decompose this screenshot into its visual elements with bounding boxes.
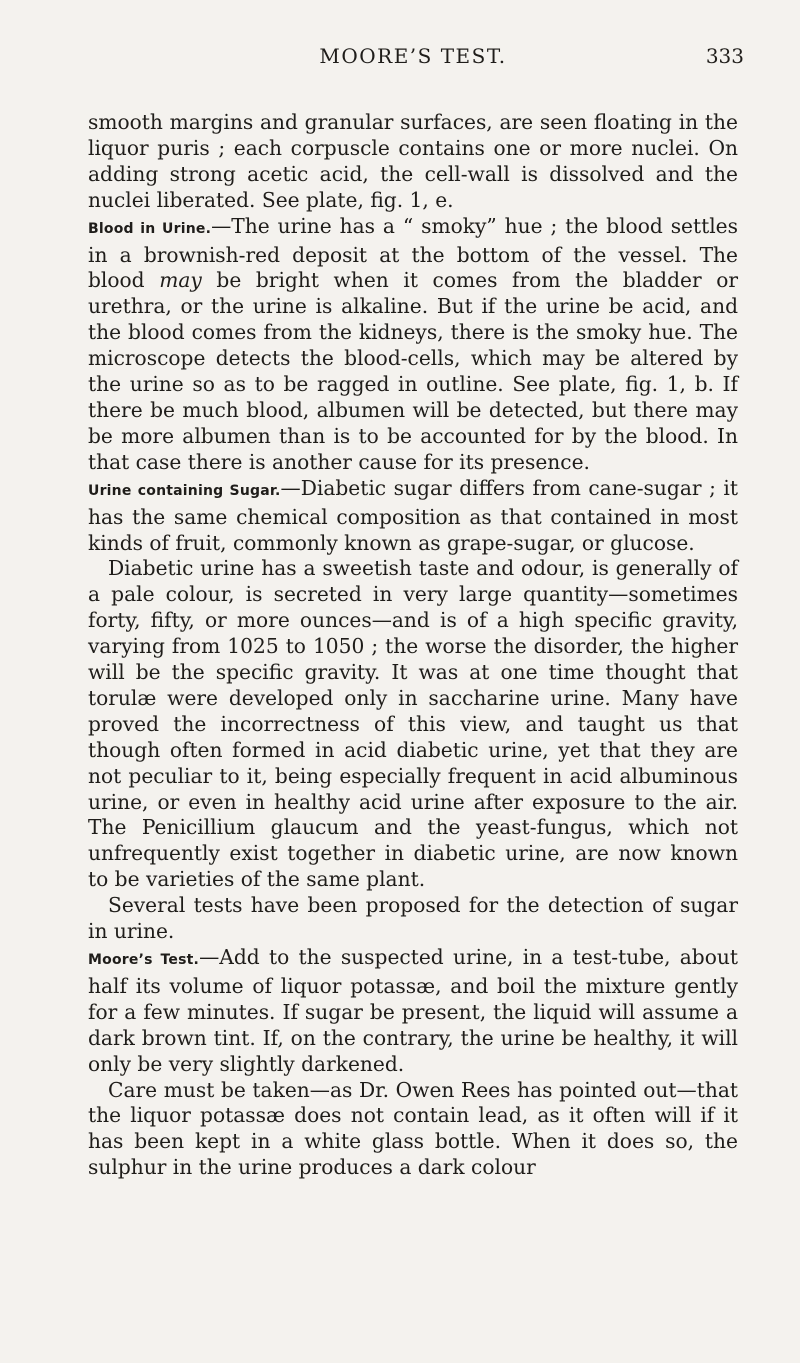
paragraph-moores-test	[88, 945, 738, 1078]
paragraph-text: —Diabetic sugar differs from cane-sugar ; it has the same chemical composition as that contained in most kinds of fruit, commonly known as grape-sugar, or glucose.	[88, 475, 738, 555]
section-heading-blood-in-urine: Blood in Urine.	[88, 220, 212, 237]
running-title: MOORE’S TEST.	[319, 44, 507, 68]
paragraph-several-tests: Several tests have been proposed for the detection of sugar in urine.	[88, 893, 738, 944]
page-number: 333	[705, 44, 744, 68]
book-page	[88, 42, 744, 1181]
paragraph-urine-containing-sugar	[88, 476, 738, 557]
paragraph-text: —Add to the suspected urine, in a test-tube, about half its volume of liquor potassæ, and boil the mixture gently for a few minutes. If sugar be present, the liquid will assume a dark brown tint. If, on the contrary, the urine be healthy, it will only be very slightly darkened.	[88, 945, 738, 1076]
paragraph-text: —The urine has a “ smoky” hue ; the blood settles in a brownish-red deposit at the bottom of the vessel. The blood	[88, 213, 738, 293]
paragraph-text: be bright when it comes from the bladder or urethra, or the urine is alkaline. But if the urine be acid, and the blood comes from the kidneys, there is the smoky hue. The microscope detects the blood-cells, which may be altered by the urine so as to be ragged in outline. See plate, fig. 1, b. If there be much blood, albumen will be detected, but there may be more albumen than is to be accounted for by the blood. In that case there is another cause for its presence.	[88, 268, 738, 474]
section-heading-moores-test: Moore’s Test.	[88, 952, 200, 968]
body-text	[88, 110, 738, 1181]
section-heading-urine-containing-sugar: Urine containing Sugar.	[88, 482, 281, 499]
paragraph-blood-in-urine	[88, 214, 738, 476]
paragraph-pus-corpuscles: smooth margins and granular surfaces, are seen floating in the liquor puris ; each corpuscle contains one or more nuclei. On adding strong acetic acid, the cell-wall is dissolved and the nuclei liberated. See plate, fig. 1, e.	[88, 110, 738, 212]
running-header	[88, 42, 744, 82]
paragraph-care-must-be-taken: Care must be taken—as Dr. Owen Rees has pointed out—that the liquor potassæ does not contain lead, as it often will if it has been kept in a white glass bottle. When it does so, the sulphur in the urine produces a dark colour	[88, 1077, 738, 1180]
paragraph-diabetic-urine: Diabetic urine has a sweetish taste and odour, is generally of a pale colour, is secreted in very large quantity—sometimes forty, fifty, or more ounces—and is of a high specific gravity, varying from 1025 to 1050 ; the worse the disorder, the higher will be the specific gravity. It was at one time thought that torulæ were developed only in saccharine urine. Many have proved the incorrectness of this view, and taught us that though often formed in acid diabetic urine, yet that they are not peculiar to it, being especially frequent in acid albuminous urine, or even in healthy acid urine after exposure to the air. The Penicillium glaucum and the yeast-fungus, which not unfrequently exist together in diabetic urine, are now known to be varieties of the same plant.	[88, 556, 738, 892]
emphasis-text: may	[159, 268, 202, 293]
